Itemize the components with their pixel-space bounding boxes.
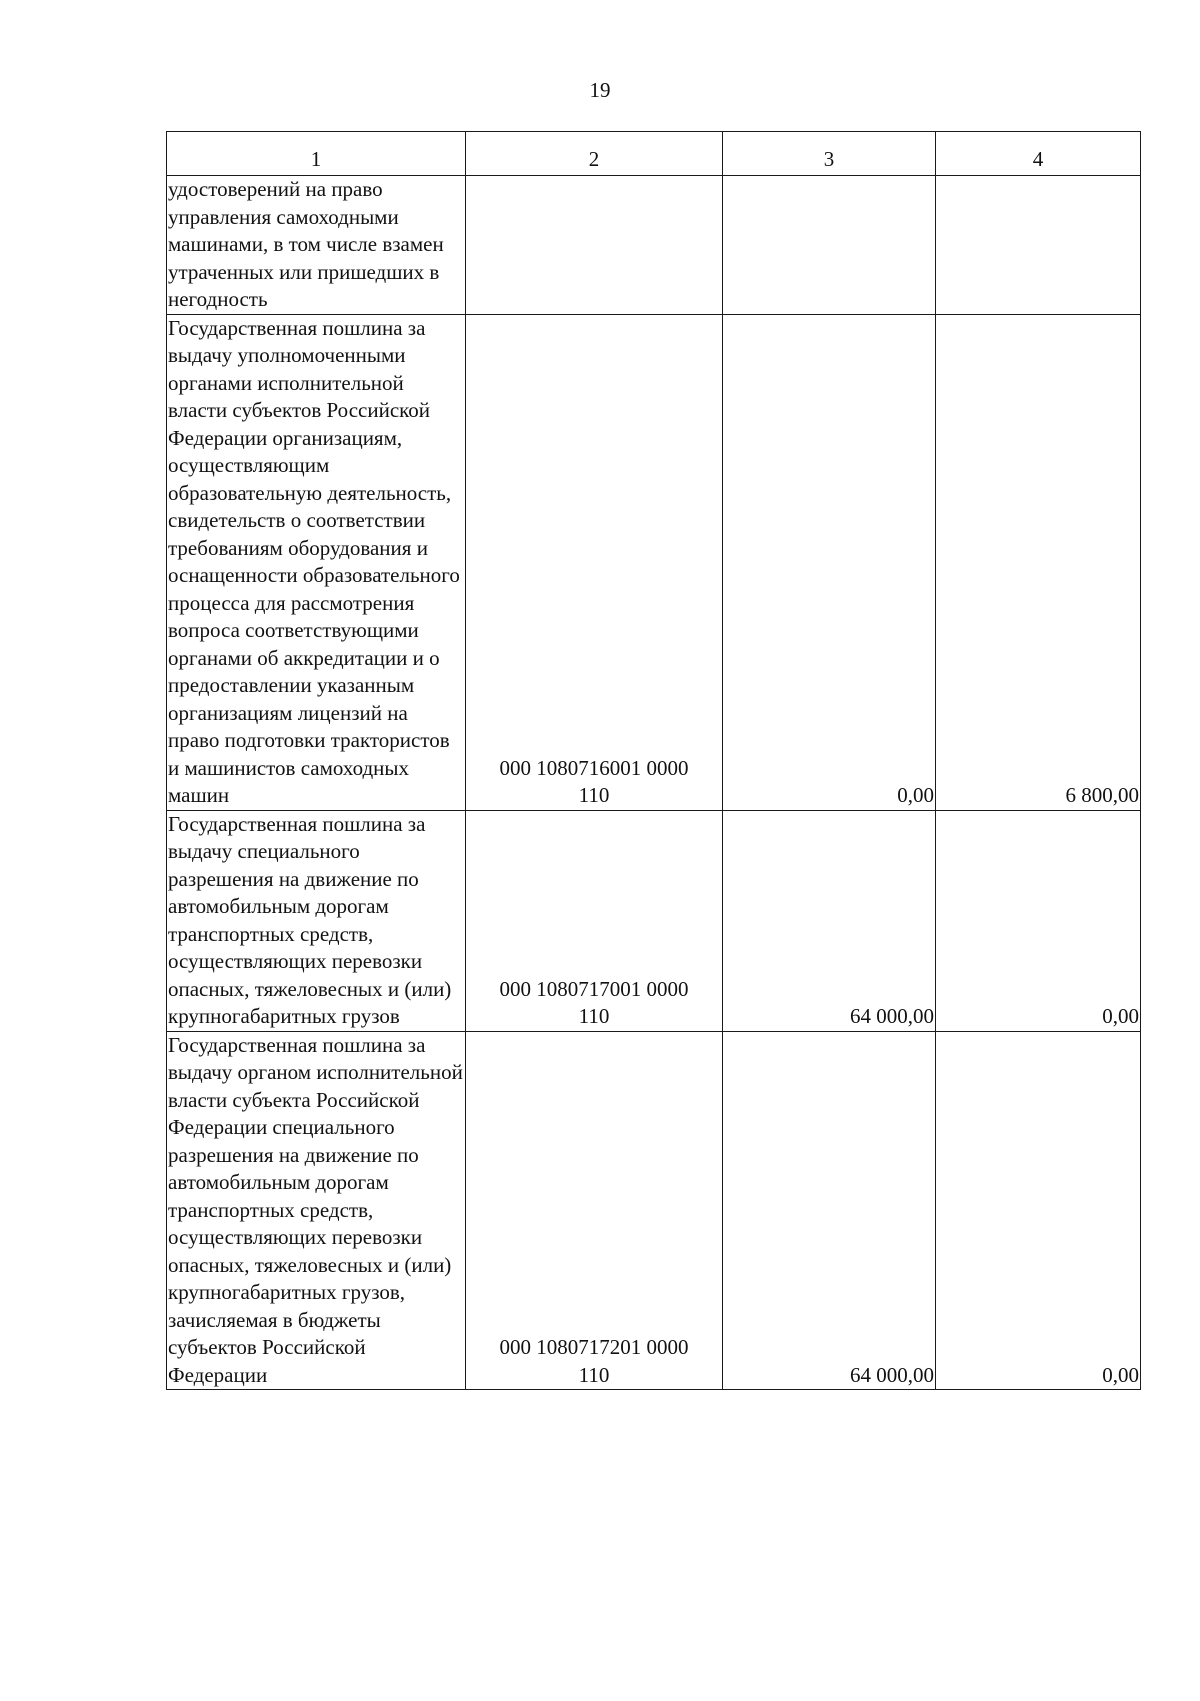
- row-code: [466, 810, 723, 1031]
- table-row: [167, 1031, 1141, 1390]
- table-row: [167, 314, 1141, 810]
- row-col4: 0,00: [936, 1031, 1141, 1390]
- revenue-table: [166, 131, 1141, 1390]
- row-code-line1: 000 1080717201 0000: [499, 1335, 689, 1359]
- table-row: [167, 810, 1141, 1031]
- header-col-3: 3: [723, 132, 936, 176]
- header-col-2: 2: [466, 132, 723, 176]
- row-col4: [936, 176, 1141, 315]
- header-col-4: 4: [936, 132, 1141, 176]
- row-col3: [723, 176, 936, 315]
- table-row: [167, 176, 1141, 315]
- row-code: [466, 1031, 723, 1390]
- row-col3: 64 000,00: [723, 1031, 936, 1390]
- row-code: [466, 176, 723, 315]
- row-col3: 0,00: [723, 314, 936, 810]
- header-col-1: 1: [167, 132, 466, 176]
- row-code-line1: 000 1080716001 0000: [499, 755, 689, 780]
- row-name: Государственная пошлина за выдачу уполномоченными органами исполнительной власти субъектов Российской Федерации организациям, осуществляющим образовательную деятельность, свидетельств о соответствии требованиям оборудования и оснащенности образовательного процесса для рассмотрения вопроса соответствующими органами об аккредитации и о предоставлении указанным организациям лицензий на право подготовки трактористов и машинистов самоходных машин: [167, 314, 466, 810]
- row-name: Государственная пошлина за выдачу органом исполнительной власти субъекта Российской Федерации специального разрешения на движение по автомобильным дорогам транспортных средств, осуществляющих перевозки опасных, тяжеловесных и (или) крупногабаритных грузов, зачисляемая в бюджеты субъектов Российской Федерации: [167, 1031, 466, 1390]
- header-row: [167, 132, 1141, 176]
- row-col4: 6 800,00: [936, 314, 1141, 810]
- row-code-line1: 000 1080717001 0000: [499, 976, 689, 1001]
- row-name: удостоверений на право управления самоходными машинами, в том числе взамен утраченных или пришедших в негодность: [167, 176, 466, 315]
- row-col3: 64 000,00: [723, 810, 936, 1031]
- page-number: 19: [589, 78, 611, 102]
- row-code-line2: 110: [578, 783, 610, 807]
- row-col4: 0,00: [936, 810, 1141, 1031]
- row-code-line2: 110: [578, 1004, 610, 1028]
- row-code: [466, 314, 723, 810]
- row-name: Государственная пошлина за выдачу специального разрешения на движение по автомобильным дорогам транспортных средств, осуществляющих перевозки опасных, тяжеловесных и (или) крупногабаритных грузов: [167, 810, 466, 1031]
- row-code-line2: 110: [578, 1362, 610, 1387]
